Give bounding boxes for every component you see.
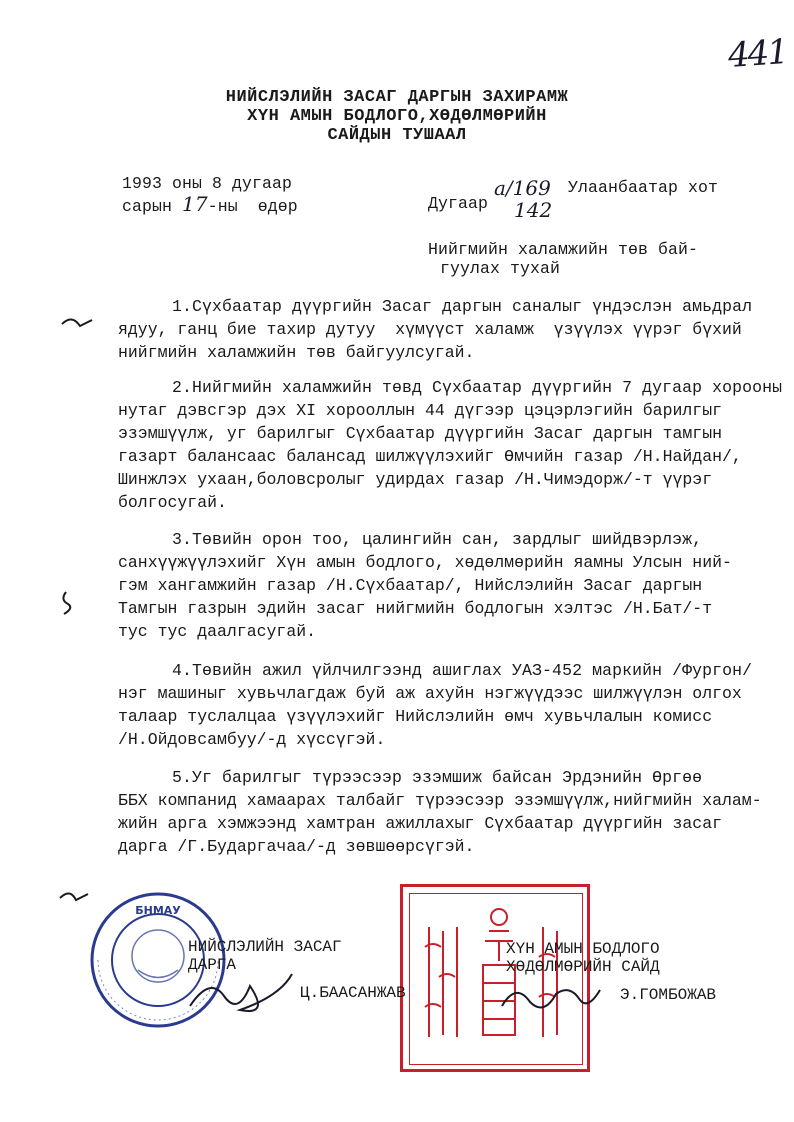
paragraph-line: ядуу, ганц бие тахир дутуу хүмүүст халамж үзүүлэх үүрэг бүхий bbox=[118, 320, 742, 339]
paragraph-line: болгосугай. bbox=[118, 493, 227, 512]
paragraph-line: тус тус даалгасугай. bbox=[118, 622, 317, 641]
number-handwritten-top: а/169 bbox=[494, 176, 551, 200]
right-signer-name: Э.ГОМБОЖАВ bbox=[620, 986, 717, 1004]
stamp-text: БНМАУ bbox=[135, 904, 181, 917]
left-signer-name: Ц.БААСАНЖАВ bbox=[300, 984, 406, 1002]
paragraph-line: 4.Төвийн ажил үйлчилгээнд ашиглах УАЗ-452 маркийн /Фургон/ bbox=[172, 661, 753, 680]
left-signer-title-2: ДАРГА bbox=[188, 956, 237, 974]
left-signature-handwritten bbox=[180, 966, 300, 1026]
paragraph-line: дарга /Г.Бударгачаа/-д зөвшөөрсүгэй. bbox=[118, 837, 475, 856]
subject-line-2: гуулах тухай bbox=[440, 259, 561, 278]
header-line-3: САЙДЫН ТУШААЛ bbox=[327, 126, 467, 145]
date-day-handwritten: 17 bbox=[182, 192, 208, 216]
city: Улаанбаатар хот bbox=[568, 178, 719, 197]
header-line-1: НИЙСЛЭЛИЙН ЗАСАГ ДАРГЫН ЗАХИРАМЖ bbox=[225, 88, 569, 107]
header-line-2: ХҮН АМЫН БОДЛОГО,ХӨДӨЛМӨРИЙН bbox=[247, 107, 547, 126]
paragraph-line: нийгмийн халамжийн төв байгуулсугай. bbox=[118, 343, 475, 362]
paragraph-line: гэм хангамжийн газар /Н.Сүхбаатар/, Нийслэлийн Засаг даргын bbox=[118, 576, 703, 595]
paragraph-line: 2.Нийгмийн халамжийн төвд Сүхбаатар дүүргийн 7 дугаар хорооны bbox=[172, 378, 783, 397]
right-signer-title-2: ХӨДӨЛМӨРИЙН САЙД bbox=[506, 958, 660, 976]
subject-line-1: Нийгмийн халамжийн төв бай- bbox=[428, 240, 699, 259]
page-number: 441 bbox=[726, 31, 789, 77]
paragraph-line: газарт балансаас балансад шилжүүлэхийг Өмчийн газар /Н.Найдан/, bbox=[118, 447, 742, 466]
date-month-label: сарын bbox=[122, 197, 173, 216]
right-signer-title-1: ХҮН АМЫН БОДЛОГО bbox=[506, 940, 660, 958]
paragraph-line: Тамгын газрын эдийн засаг нийгмийн бодлогын хэлтэс /Н.Бат/-т bbox=[118, 599, 713, 618]
paragraph-line: ББХ компанид хамаарах талбайг түрээсээр эзэмшүүлж,нийгмийн халам- bbox=[118, 791, 762, 810]
paragraph-line: Шинжлэх ухаан,боловсролыг удирдах газар /Н.Чимэдорж/-т үүрэг bbox=[118, 470, 713, 489]
date-day-label: -ны өдөр bbox=[207, 197, 298, 216]
date-line-2 bbox=[122, 192, 298, 216]
paragraph-line: эзэмшүүлж, уг барилгыг Сүхбаатар дүүргийн Засаг даргын тамгын bbox=[118, 424, 722, 443]
right-signature-handwritten bbox=[496, 976, 606, 1026]
paragraph-line: нутаг дэвсгэр дэх XI хорооллын 44 дүгээр цэцэрлэгийн барилгыг bbox=[118, 401, 722, 420]
left-signer-title-1: НИЙСЛЭЛИЙН ЗАСАГ bbox=[188, 938, 342, 956]
date-line-1: 1993 оны 8 дугаар bbox=[122, 174, 293, 193]
paragraph-line: /Н.Ойдовсамбуу/-д хүссүгэй. bbox=[118, 730, 386, 749]
margin-check-mark bbox=[58, 308, 98, 338]
document-header bbox=[0, 88, 794, 158]
paragraph-line: талаар туслалцаа үзүүлэхийг Нийслэлийн өмч хувьчлалын комисс bbox=[118, 707, 713, 726]
number-label: Дугаар bbox=[428, 194, 489, 213]
paragraph-line: 3.Төвийн орон тоо, цалингийн сан, зардлыг шийдвэрлэж, bbox=[172, 530, 703, 549]
paragraph-line: санхүүжүүлэхийг Хүн амын бодлого, хөдөлмөрийн яамны Улсын ний- bbox=[118, 553, 732, 572]
paragraph-line: нэг машиныг хувьчлагдаж буй аж ахуйн нэгжүүдээс шилжүүлэн олгох bbox=[118, 684, 742, 703]
paragraph-line: 1.Сүхбаатар дүүргийн Засаг даргын саналыг үндэслэн амьдрал bbox=[172, 297, 753, 316]
margin-pencil-mark bbox=[56, 588, 80, 618]
paragraph-line: жийн арга хэмжээнд хамтран ажиллахыг Сүхбаатар дүүргийн засаг bbox=[118, 814, 722, 833]
number-handwritten-bottom: 142 bbox=[514, 198, 553, 222]
paragraph-line: 5.Уг барилгыг түрээсээр эзэмшиж байсан Эрдэнийн Өргөө bbox=[172, 768, 703, 787]
margin-check-mark-2 bbox=[56, 884, 92, 914]
